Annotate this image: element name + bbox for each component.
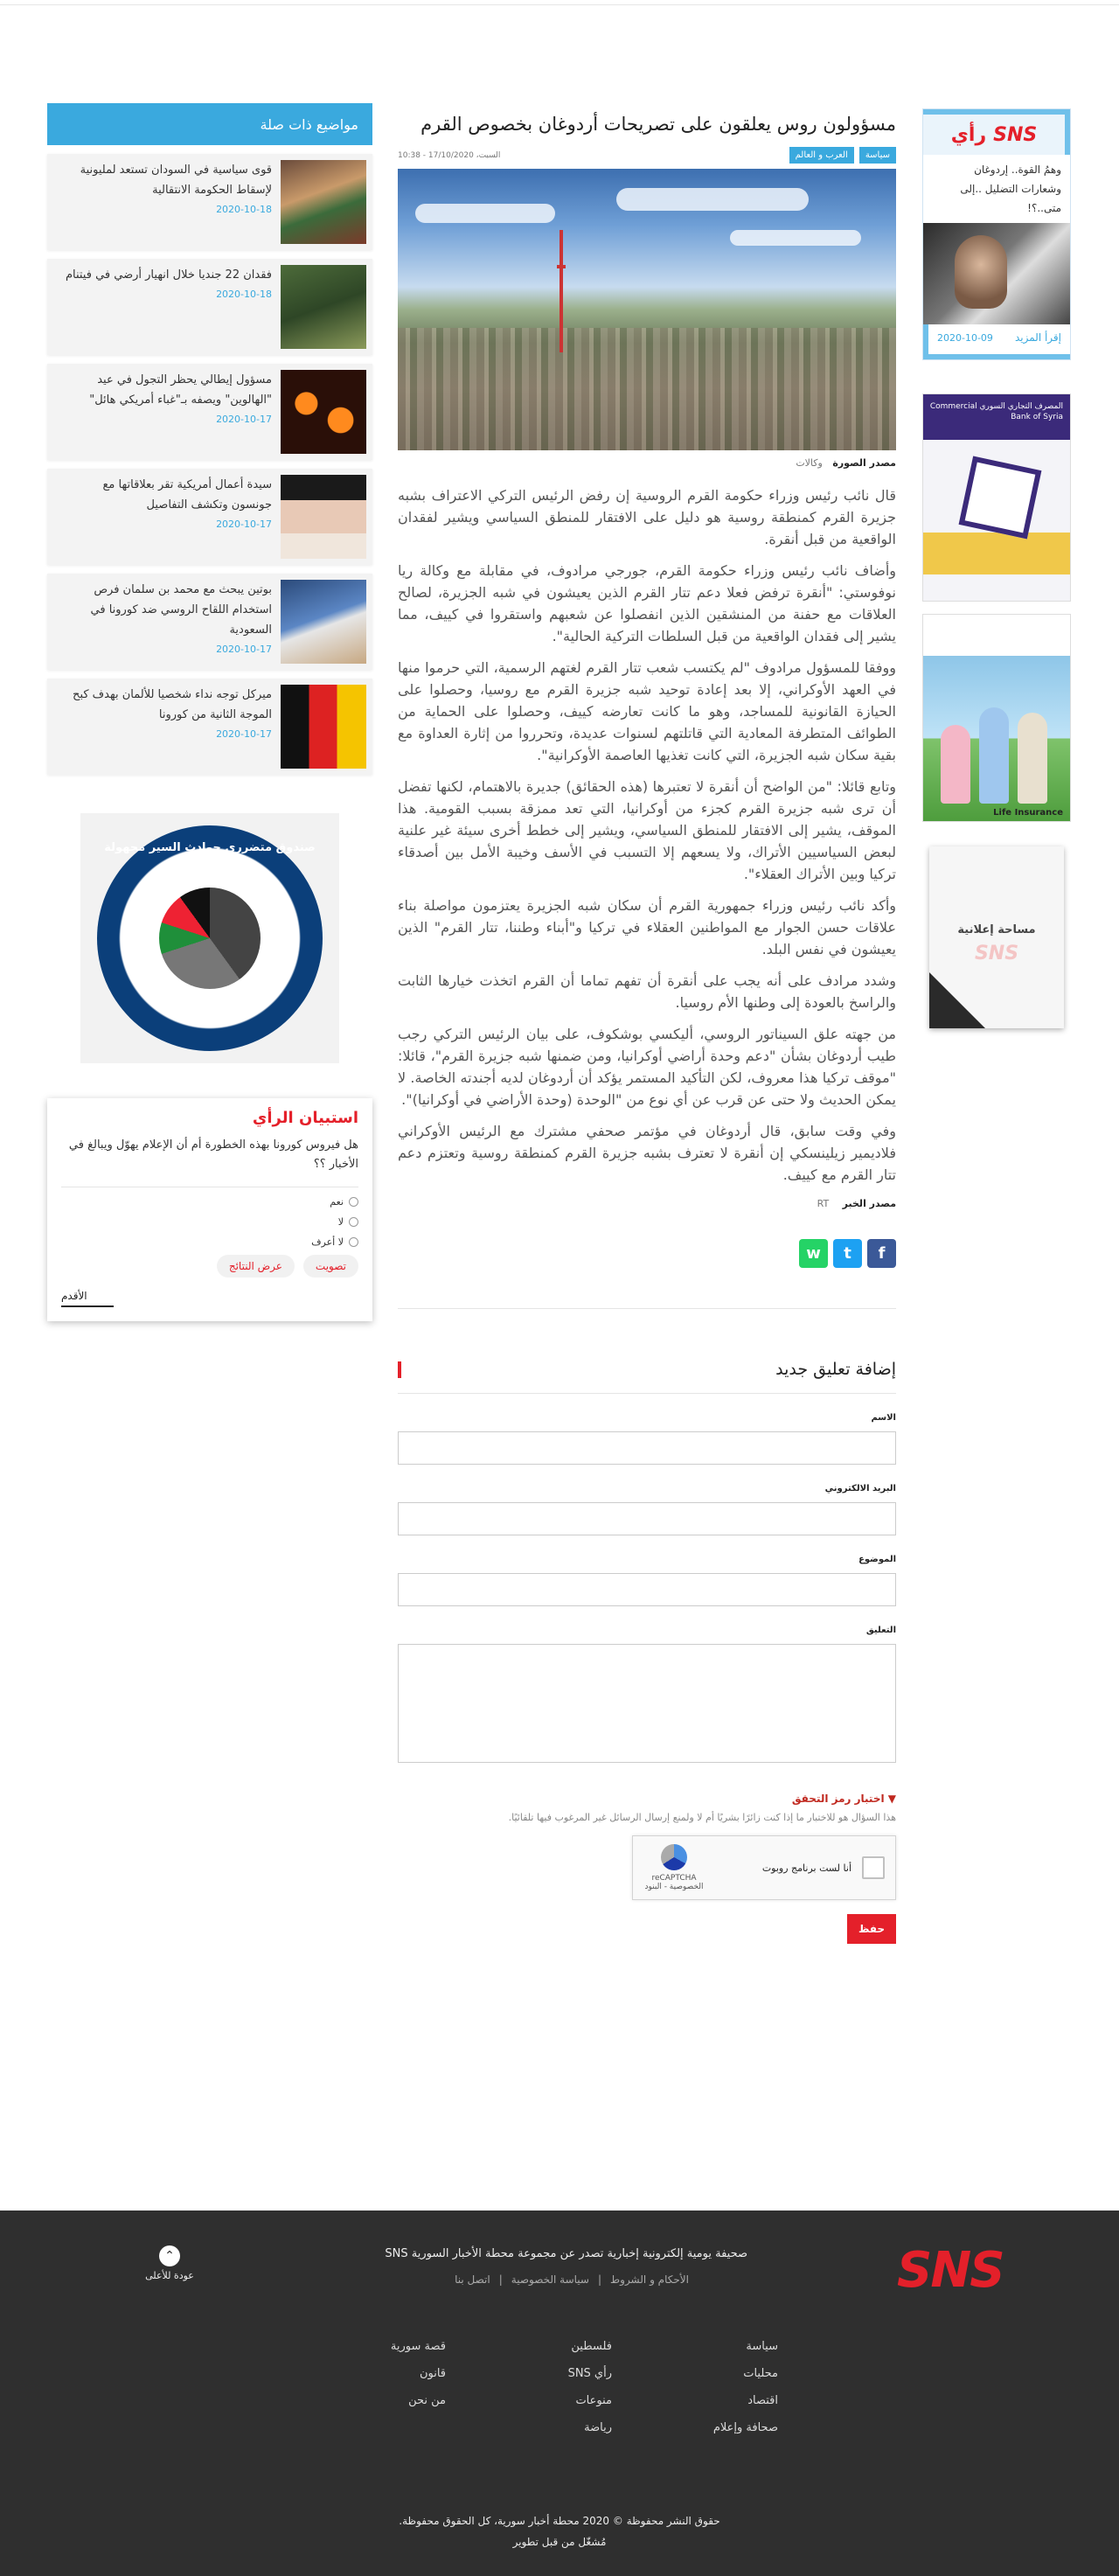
footer-nav-item[interactable]: اقتصاد: [747, 2394, 778, 2407]
related-headline[interactable]: قوى سياسية في السودان تستعد لمليونية لإسقاط الحكومة الانتقالية: [80, 164, 272, 197]
bank-ad-text: المصرف التجاري السوري Commercial Bank of Syria: [929, 402, 1063, 421]
developer-credit: مُشغّل من قبل تطوير: [512, 2536, 607, 2548]
whatsapp-icon[interactable]: w: [799, 1239, 828, 1268]
footer-nav-item[interactable]: من نحن: [408, 2394, 446, 2407]
captcha-description: هذا السؤال هو للاختبار ما إذا كنت زائرًا بشريًا أم لا ولمنع إرسال الرسائل غير المرغوب فيها تلقائيًا.: [508, 1812, 896, 1823]
opinion-header: [923, 109, 1070, 155]
related-item[interactable]: [47, 679, 372, 775]
related-date: 2020-10-17: [216, 414, 272, 425]
poll-option-yes[interactable]: [61, 1196, 358, 1208]
recaptcha-icon: [661, 1844, 687, 1870]
read-more-link[interactable]: إقرأ المزيد: [1014, 331, 1061, 344]
name-input[interactable]: [398, 1431, 896, 1465]
tag-politics[interactable]: سياسة: [859, 147, 896, 164]
related-item[interactable]: [47, 154, 372, 250]
ad-space-watermark: SNS: [974, 943, 1019, 964]
footer-nav-item[interactable]: صحافة وإعلام: [712, 2421, 778, 2434]
child-figure: [941, 725, 970, 804]
recaptcha-brand: reCAPTCHA: [651, 1874, 697, 1883]
article-date: السبت، 17/10/2020 - 10:38: [398, 150, 501, 160]
poll-widget: [47, 1098, 372, 1321]
poll-buttons: [61, 1255, 358, 1278]
article-paragraph: وشدد مرادف على أنه يجب على أنقرة أن تفهم تماما أن القرم اتخذت خيارها الثابت والراسخ بالعودة إلى وطنها الأم روسيا.: [398, 972, 896, 1011]
footer-nav-item[interactable]: محليات: [743, 2367, 778, 2380]
life-insurance-label: Life Insurance: [993, 808, 1063, 818]
tag-arab-world[interactable]: العرب و العالم: [789, 147, 854, 164]
poll-option-dont-know[interactable]: [61, 1236, 358, 1248]
top-border: [0, 0, 1119, 5]
ad-corner-triangle: [929, 972, 985, 1028]
poll-title: استبيان الرأي: [252, 1109, 358, 1127]
related-date: 2020-10-17: [216, 519, 272, 530]
article-tags: [789, 147, 896, 164]
accent-bar: [398, 1361, 401, 1378]
copyright: حقوق النشر محفوظة © 2020 محطة أخبار سورية، كل الحقوق محفوظة.: [399, 2515, 720, 2527]
related-item[interactable]: [47, 364, 372, 460]
footer: [0, 2210, 1119, 2576]
related-headline[interactable]: بوتين يبحث مع محمد بن سلمان فرص استخدام اللقاح الروسي ضد كورونا في السعودية: [90, 583, 272, 637]
news-source: [398, 1198, 896, 1209]
fund-logo-banner[interactable]: [80, 813, 339, 1063]
right-rail: [922, 108, 1071, 1028]
article-meta: [398, 147, 896, 164]
cloud: [415, 204, 555, 223]
related-headline[interactable]: ميركل توجه نداء شخصيا للألمان بهدف كبح الموجة الثانية من كورونا: [73, 688, 272, 721]
divider: [398, 1393, 896, 1394]
footer-nav-item[interactable]: رأي SNS: [567, 2367, 612, 2380]
related-headline[interactable]: فقدان 22 جنديا خلال انهيار أرضي في فيتنام: [65, 268, 272, 282]
road-emblem: [159, 888, 261, 989]
related-text: [56, 580, 272, 664]
article-title: مسؤولون روس يعلقون على تصريحات أردوغان بخصوص القرم: [420, 114, 896, 135]
bank-logo-cube: [959, 456, 1042, 540]
related-thumbnail[interactable]: [281, 160, 366, 244]
poll-option-label: لا أعرف: [311, 1236, 344, 1248]
recaptcha-logo: [643, 1844, 705, 1891]
footer-nav-item[interactable]: رياضة: [584, 2421, 612, 2434]
poll-option-label: لا: [337, 1216, 344, 1228]
comment-textarea[interactable]: [398, 1644, 896, 1763]
article-paragraph: من جهته علق السيناتور الروسي، أليكسي بوشكوف، على بيان الرئيس التركي رجب طيب أردوغان بشأن "دعم وحدة أراضي أوكرانيا، ومن ضمنها شبه جزيرة القرم"، قائلا: "موقف تركيا هذا معروف، لكن التأكيد المستمر يؤكد أن أردوغان لديه أجندته الخاصة. لا يمكن الحديث ولا حتى عن قرب عن أي نوع من "الوحدة (وحدة الأراضي في أوكرانيا)".: [398, 1026, 896, 1108]
article-paragraph: وأكد نائب رئيس وزراء جمهورية القرم أن سكان شبه الجزيرة يعتزمون مواصلة بناء علاقات حسن الجوار مع المواطنين العقلاء في تركيا و"أبناء وطننا، تتار القرم" الذين يعيشون في نفس البلد.: [398, 897, 896, 957]
email-input[interactable]: [398, 1502, 896, 1535]
radio-icon[interactable]: [349, 1237, 358, 1247]
opinion-brand-logo: SNS: [993, 123, 1038, 146]
comment-section-header: [398, 1360, 896, 1379]
fund-logo: [97, 825, 323, 1051]
name-label: الاسم: [871, 1413, 896, 1423]
chevron-up-icon: ⌃: [159, 2245, 180, 2266]
recaptcha-text: أنا لست برنامج روبوت: [761, 1862, 851, 1874]
separator: |: [598, 2273, 602, 2286]
recaptcha-widget: [632, 1835, 896, 1900]
footer-nav-item[interactable]: فلسطين: [571, 2340, 612, 2353]
bank-ad-band: [923, 533, 1070, 574]
subject-label: الموضوع: [858, 1555, 896, 1564]
footer-links: [455, 2273, 689, 2286]
divider: [398, 1308, 896, 1309]
related-item[interactable]: [47, 259, 372, 355]
image-credit: [398, 457, 896, 469]
related-item[interactable]: [47, 469, 372, 565]
related-date: 2020-10-18: [216, 204, 272, 215]
opinion-footer: [923, 324, 1070, 359]
contact-link[interactable]: اتصل بنا: [455, 2273, 490, 2286]
poll-option-label: نعم: [330, 1196, 344, 1208]
news-source-value: RT: [817, 1198, 830, 1209]
opinion-date: 2020-10-09: [937, 331, 993, 344]
opinion-word: رأي: [950, 123, 987, 146]
separator: |: [498, 2273, 503, 2286]
opinion-card[interactable]: [922, 108, 1071, 360]
vote-button[interactable]: تصويت: [303, 1255, 358, 1278]
parent-figure: [979, 707, 1009, 804]
share-buttons: [398, 1239, 896, 1268]
article-paragraph: وفي وقت سابق، قال أردوغان في مؤتمر صحفي مشترك مع الرئيس الأوكراني فلاديمير زيلينسكي إن أنقرة لا تعترف بشبه جزيرة القرم كمنطقة روسية وتعتزم دعم تتار القرم مع كييف.: [398, 1123, 896, 1183]
twitter-icon[interactable]: t: [833, 1239, 862, 1268]
captcha-toggle[interactable]: ▼ اختبار رمز التحقق: [791, 1793, 896, 1805]
image-source: وكالات: [796, 457, 823, 469]
footer-nav-item[interactable]: قانون: [419, 2367, 446, 2380]
cloud: [730, 230, 861, 246]
subject-input[interactable]: [398, 1573, 896, 1606]
related-text: [56, 475, 272, 559]
back-to-top-label: عودة للأعلى: [145, 2270, 194, 2281]
related-date: 2020-10-18: [216, 289, 272, 300]
related-text: [56, 160, 272, 244]
comment-label: التعليق: [865, 1626, 896, 1635]
related-thumbnail[interactable]: [281, 475, 366, 559]
radio-icon[interactable]: [349, 1217, 358, 1227]
article-image: [398, 169, 896, 450]
related-headline[interactable]: مسؤول إيطالي يحظر التجول في عيد "الهالوين" ويصفه بـ"غباء أمريكي هائل": [89, 373, 272, 407]
recaptcha-sub[interactable]: الخصوصية - البنود: [644, 1883, 704, 1891]
back-to-top[interactable]: [135, 2245, 205, 2281]
life-insurance-ad[interactable]: [922, 614, 1071, 822]
article: [398, 108, 896, 1944]
footer-nav: [341, 2340, 778, 2434]
footer-column: [341, 2340, 446, 2434]
related-headline[interactable]: سيدة أعمال أمريكية تقر بعلاقاتها مع جونسون وتكشف التفاصيل: [102, 478, 272, 512]
related-date: 2020-10-17: [216, 644, 272, 655]
email-label: البريد الالكتروني: [824, 1484, 896, 1493]
older-polls-link[interactable]: الأقدم: [61, 1290, 114, 1307]
related-date: 2020-10-17: [216, 728, 272, 740]
related-thumbnail[interactable]: [281, 370, 366, 454]
show-results-button[interactable]: عرض النتائج: [217, 1255, 295, 1278]
radio-icon[interactable]: [349, 1197, 358, 1207]
related-thumbnail[interactable]: [281, 685, 366, 769]
related-text: [56, 685, 272, 769]
article-paragraph: وتابع قائلا: "من الواضح أن أنقرة لا تعتبرها (هذه الحقائق) جديرة بالاهتمام، لكنها تفضل أن ترى شبه جزيرة القرم كجزء من أوكرانيا، التي تعد ممزقة بسبب القومية. هذا الموقف، يشير إلى الافتقار للمنطق السياسي، ويشير إلى خطط أخرى سيئة غير علنية لبعض السياسيين الأتراك، ولا يسعهم إلا التسبب في الأسف وخيبة الأمل بين أصدقاء تركيا وبين الأتراك العقلاء".: [398, 778, 896, 882]
article-body: [398, 484, 896, 1186]
terms-link[interactable]: الأحكام و الشروط: [610, 2273, 689, 2286]
ad-space-placeholder[interactable]: [929, 846, 1064, 1028]
parent-figure: [1018, 713, 1047, 804]
opinion-image[interactable]: [923, 223, 1070, 324]
article-paragraph: قال نائب رئيس وزراء حكومة القرم الروسية إن رفض الرئيس التركي الاعتراف بشبه جزيرة القرم كمنطقة روسية هو دليل على الافتقار للمنطق السياسي ويشير لفقدان الواقعية من قبل أنقرة.: [398, 487, 896, 547]
article-paragraph: ووفقا للمسؤول مرادوف "لم يكتسب شعب تتار القرم لغتهم الرسمية، التي حرموا منها في العهد الأوكراني، إلا بعد إعادة توحيد شبه جزيرة القرم مع روسيا، وحصلوا على الحيازة القانونية للمساجد، وهو ما كانت تعارضه كييف، وحصلوا على الحماية من الطوائف المتطرفة المعادية التي قاتلتهم لسنوات عديدة، وتحرروا من إثارة العداوة مع بقية سكان شبه الجزيرة، التي كانت تغذيها العاصمة الأوكرانية".: [398, 659, 896, 763]
comment-title: إضافة تعليق جديد: [775, 1360, 896, 1379]
footer-column: [673, 2340, 778, 2434]
footer-column: [507, 2340, 612, 2434]
tv-tower: [560, 230, 563, 352]
portrait-shape: [955, 235, 1007, 309]
related-thumbnail[interactable]: [281, 265, 366, 349]
related-header: مواضيع ذات صلة: [47, 103, 372, 145]
related-text: [56, 370, 272, 454]
city-roofs: [398, 328, 896, 450]
related-thumbnail[interactable]: [281, 580, 366, 664]
footer-nav-item[interactable]: منوعات: [575, 2394, 612, 2407]
cloud: [616, 188, 809, 211]
poll-question: هل فيروس كورونا بهذه الخطورة أم أن الإعلام يهوّل ويبالغ في الأخبار ؟؟: [61, 1136, 358, 1187]
footer-nav-item[interactable]: سياسة: [746, 2340, 778, 2353]
news-source-label: مصدر الخبر: [842, 1198, 896, 1209]
related-item[interactable]: [47, 574, 372, 670]
related-text: [56, 265, 272, 349]
footer-logo[interactable]: SNS: [897, 2242, 1004, 2299]
footer-description: صحيفة يومية إلكترونية إخبارية تصدر عن مجموعة محطة الأخبار السورية SNS: [385, 2247, 747, 2260]
article-paragraph: وأضاف نائب رئيس وزراء حكومة القرم، جورجي مرادوف، في مقابلة مع وكالة ريا نوفوستي: "أنقرة ترفض فعلا دعم تتار القرم الذين يعيشون في شبه الجزيرة، لصالح العلاقات مع حفنة من المنشقين الذين انفصلوا عن شعبهم واستقروا في كييف، مما يشير إلى فقدان الواقعية من قبل السلطات التركية الحالية".: [398, 562, 896, 644]
ad-space-text: مساحة إعلانية: [957, 923, 1036, 936]
privacy-link[interactable]: سياسة الخصوصية: [511, 2273, 589, 2286]
facebook-icon[interactable]: f: [867, 1239, 896, 1268]
image-source-label: مصدر الصورة: [832, 457, 896, 469]
save-button[interactable]: حفظ: [847, 1914, 896, 1944]
left-sidebar: [47, 103, 372, 1321]
recaptcha-checkbox[interactable]: [862, 1856, 885, 1879]
opinion-text[interactable]: وهمُ القوة.. إردوغان وشعارات التضليل ..إلى متى..؟!: [960, 164, 1061, 214]
fund-logo-text: صندوق متضرري حوادث السير مجهولة المسبب: [104, 841, 316, 867]
footer-nav-item[interactable]: قصة سورية: [390, 2340, 446, 2353]
bank-ad[interactable]: [922, 393, 1071, 602]
poll-option-no[interactable]: [61, 1216, 358, 1228]
